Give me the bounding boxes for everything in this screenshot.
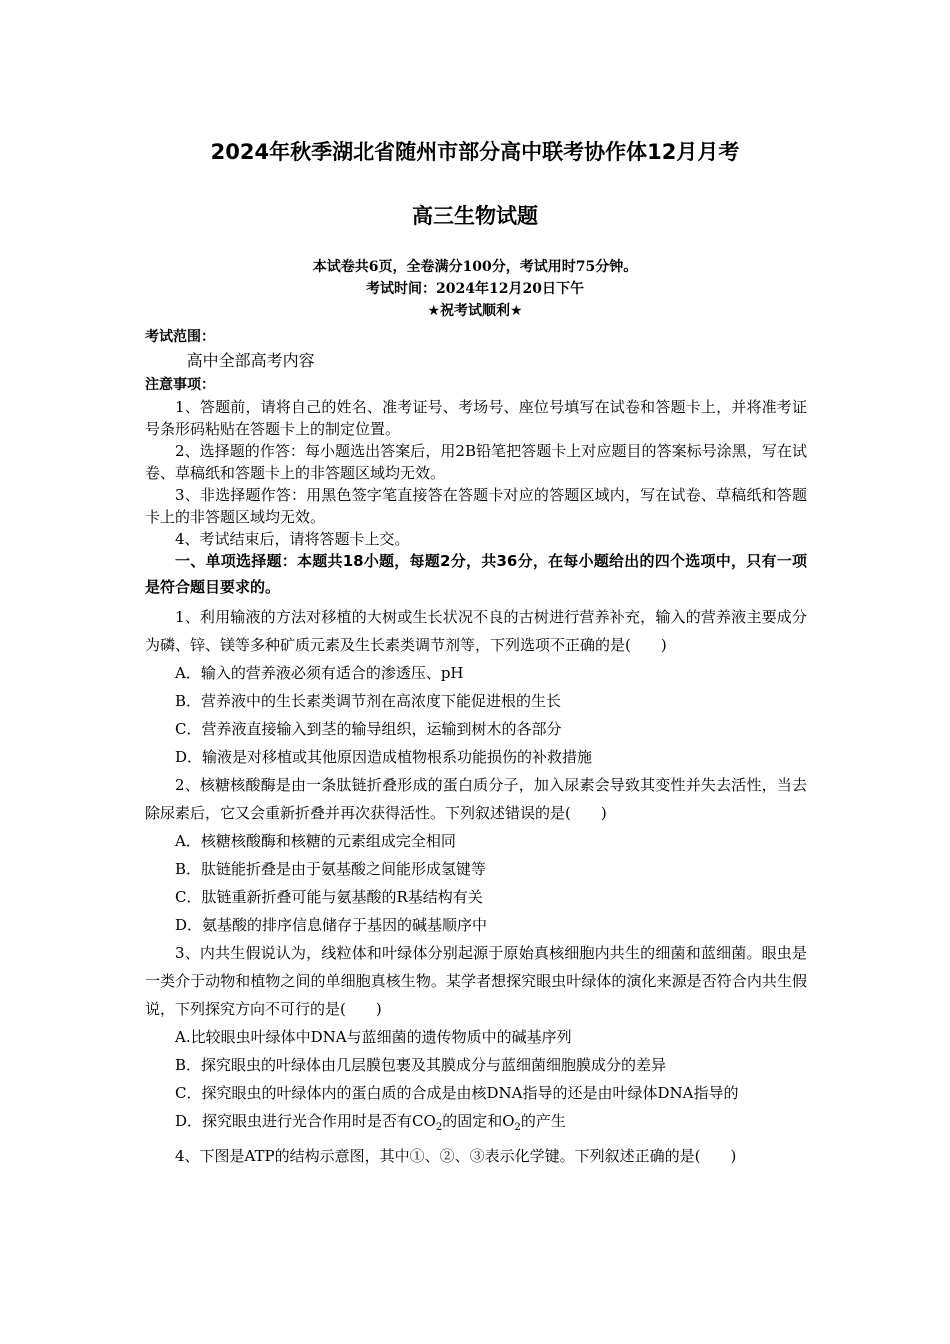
option-a: A．核糖核酸酶和核糖的元素组成完全相同: [175, 832, 456, 850]
note-item-3: 3、非选择题作答：用黑色签字笔直接答在答题卡对应的答题区域内，写在试卷、草稿纸和答题卡上的非答题区域均无效。: [145, 486, 807, 526]
note-item-4: 4、考试结束后，请将答题卡上交。: [175, 530, 410, 548]
option-d-text: 的固定和O: [442, 1112, 515, 1130]
question-stem: 4、下图是ATP的结构示意图，其中①、②、③表示化学键。下列叙述正确的是( ): [175, 1147, 737, 1165]
note-item-1: 1、答题前，请将自己的姓名、准考证号、考场号、座位号填写在试卷和答题卡上，并将准考证号条形码粘贴在答题卡上的制定位置。: [145, 398, 807, 438]
option-d: [145, 1107, 807, 1142]
instructions-block: [145, 326, 807, 550]
notes-label: 注意事项：: [145, 377, 215, 393]
option-b: B．营养液中的生长素类调节剂在高浓度下能促进根的生长: [175, 692, 562, 710]
exam-blessing: ★祝考试顺利★: [427, 303, 523, 319]
option-d-text: 的产生: [520, 1112, 566, 1130]
scope-label: 考试范围：: [145, 329, 215, 345]
exam-subtitle: 高三生物试题: [412, 204, 538, 228]
question-1: [145, 603, 807, 771]
option-c: C．肽链重新折叠可能与氨基酸的R基结构有关: [175, 888, 483, 906]
note-item-2: 2、选择题的作答：每小题选出答案后，用2B铅笔把答题卡上对应题目的答案标号涂黑，写在试卷、草稿纸和答题卡上的非答题区域均无效。: [145, 442, 807, 482]
option-d-text: D．探究眼虫进行光合作用时是否有CO: [175, 1112, 436, 1130]
scope-content: 高中全部高考内容: [186, 351, 315, 370]
question-3: [145, 939, 807, 1142]
option-a: A.比较眼虫叶绿体中DNA与蓝细菌的遗传物质中的碱基序列: [175, 1028, 572, 1046]
option-c: C．探究眼虫的叶绿体内的蛋白质的合成是由核DNA指导的还是由叶绿体DNA指导的: [175, 1084, 739, 1102]
question-stem: 2、核糖核酸酶是由一条肽链折叠形成的蛋白质分子，加入尿素会导致其变性并失去活性，当去除尿素后，它又会重新折叠并再次获得活性。下列叙述错误的是( ): [145, 776, 807, 822]
question-stem: 1、利用输液的方法对移植的大树或生长状况不良的古树进行营养补充，输入的营养液主要成分为磷、锌、镁等多种矿质元素及生长素类调节剂等，下列选项不正确的是( ): [145, 608, 807, 654]
section-heading: 一、单项选择题：本题共18小题，每题2分，共36分，在每小题给出的四个选项中，只有一项是符合题目要求的。: [145, 552, 807, 596]
option-d: D．氨基酸的排序信息储存于基因的碱基顺序中: [175, 916, 488, 934]
option-a: A．输入的营养液必须有适合的渗透压、pH: [175, 664, 464, 682]
option-b: B．探究眼虫的叶绿体由几层膜包裹及其膜成分与蓝细菌细胞膜成分的差异: [175, 1056, 667, 1074]
option-c: C．营养液直接输入到茎的输导组织，运输到树木的各部分: [175, 720, 562, 738]
subscript: 2: [435, 1122, 443, 1133]
subscript: 2: [514, 1122, 521, 1133]
option-b: B．肽链能折叠是由于氨基酸之间能形成氢键等: [175, 860, 487, 878]
exam-info-time: 考试时间：2024年12月20日下午: [366, 281, 584, 297]
option-d: D．输液是对移植或其他原因造成植物根系功能损伤的补救措施: [175, 748, 593, 766]
question-stem: 3、内共生假说认为，线粒体和叶绿体分别起源于原始真核细胞内共生的细菌和蓝细菌。眼虫是一类介于动物和植物之间的单细胞真核生物。某学者想探究眼虫叶绿体的演化来源是否符合内共生假说，下列探究方向不可行的是( ): [145, 944, 807, 1018]
questions-block: [145, 548, 807, 1170]
question-2: [145, 771, 807, 939]
exam-info-pages: 本试卷共6页，全卷满分100分，考试用时75分钟。: [312, 259, 638, 275]
question-4: [145, 1142, 807, 1170]
exam-title: 2024年秋季湖北省随州市部分高中联考协作体12月月考: [210, 140, 740, 164]
